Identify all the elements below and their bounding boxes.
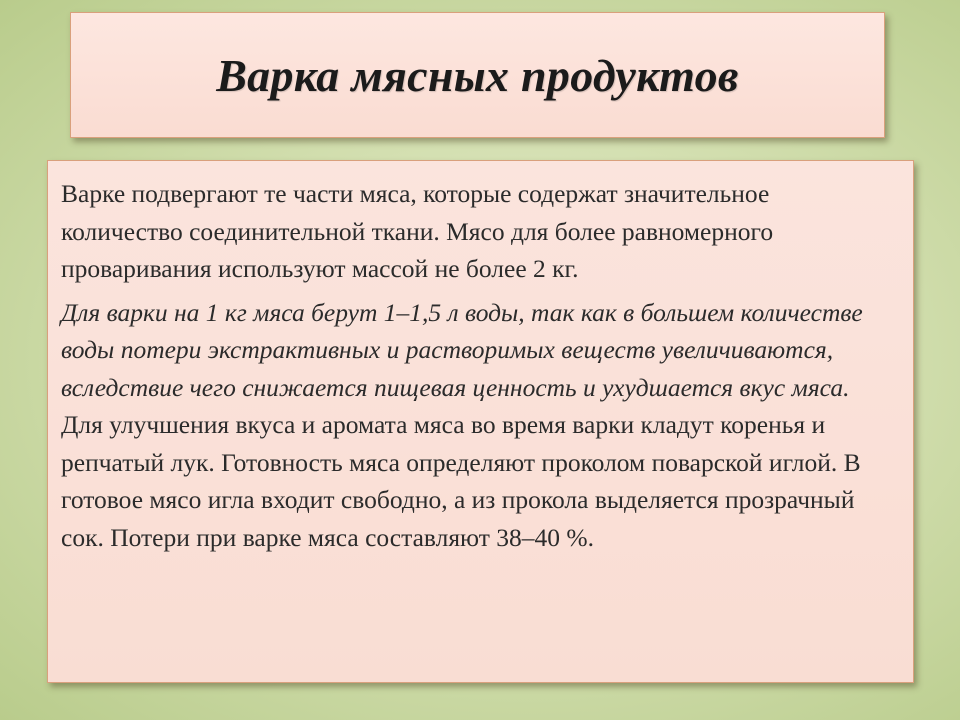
slide-title: Варка мясных продуктов: [216, 49, 739, 101]
content-box: [47, 160, 914, 683]
paragraph-details: [61, 294, 897, 557]
paragraph-details-italic: Для варки на 1 кг мяса берут 1–1,5 л воды, так как в большем количестве воды потери экстрактивных и растворимых веществ увеличиваются, вследствие чего снижается пищевая ценность и ухудшается вкус мяса.: [61, 297, 863, 402]
title-box: [70, 12, 885, 138]
paragraph-intro: Варке подвергают те части мяса, которые содержат значительное количество соединительной ткани. Мясо для более равномерного проваривания используют массой не более 2 кг.: [61, 179, 774, 283]
paragraph-details-regular: Для улучшения вкуса и аромата мяса во время варки кладут коренья и репчатый лук. Готовность мяса определяют проколом поварской иглой. В готовое мясо игла входит свободно, а из прокола выделяется прозрачный сок. Потери при варке мяса составляют 38–40 %.: [61, 410, 861, 552]
